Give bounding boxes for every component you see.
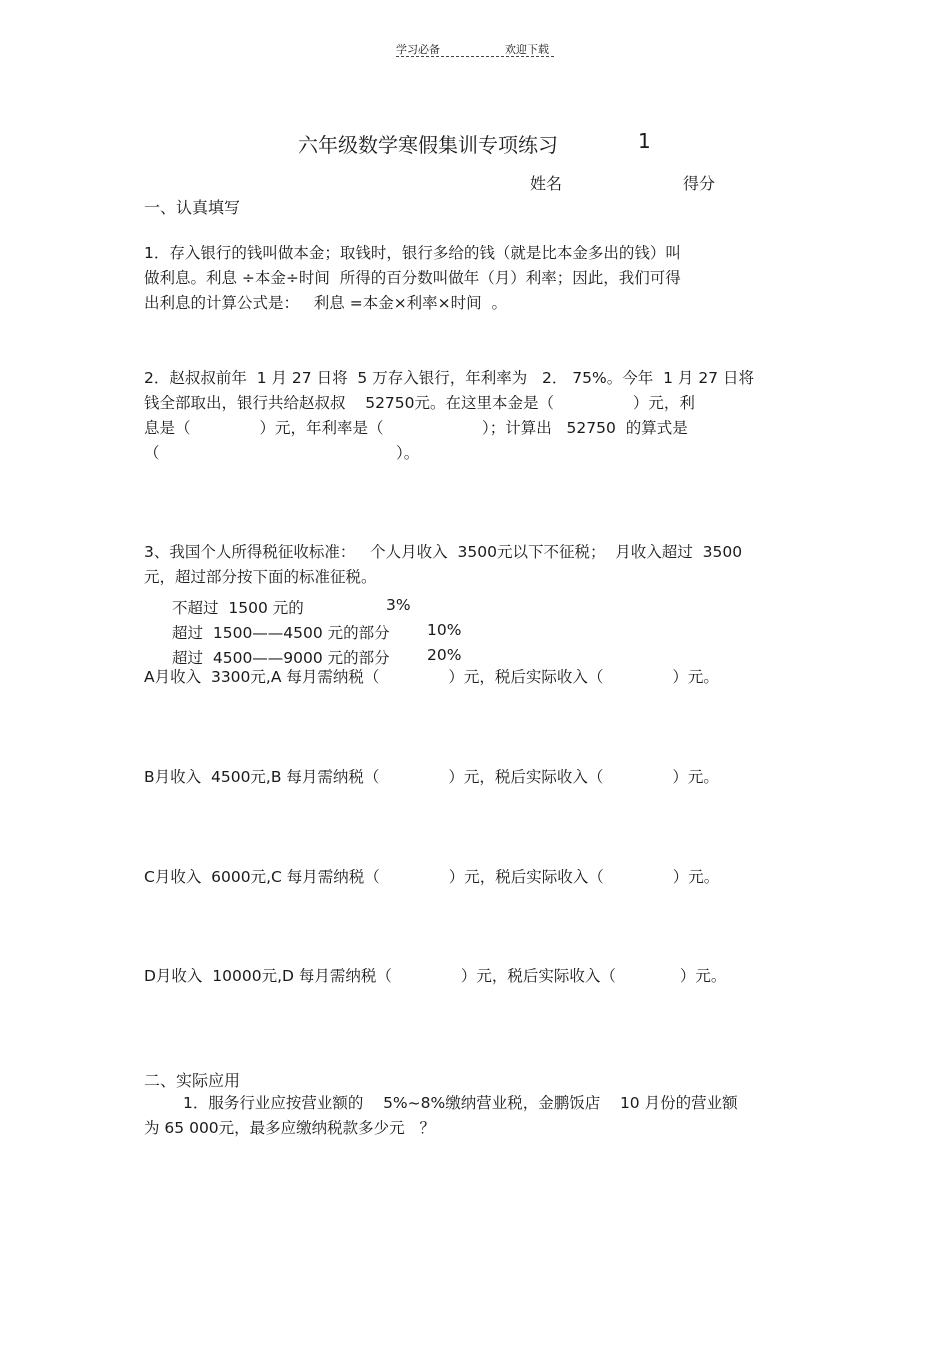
q2-line: 2．赵叔叔前年 1 月 27 日将 5 万存入银行，年利率为 2． 75%。今年 1 月 27 日将 — [144, 369, 754, 387]
name-label: 姓名 — [530, 174, 563, 193]
q1-line: 做利息。利息 ÷本金÷时间 所得的百分数叫做年（月）利率；因此，我们可得 — [144, 269, 681, 287]
header-right: 欢迎下载 — [505, 43, 549, 56]
tax-tier-rate: 20% — [427, 646, 462, 664]
q2-line: 息是（ ）元，年利率是（ ）；计算出 52750 的算式是 — [144, 419, 688, 437]
q1-line: 出利息的计算公式是： 利息 =本金×利率×时间 。 — [144, 294, 508, 312]
tax-tier-range: 超过 1500——4500 元的部分 — [172, 624, 390, 642]
page-title: 六年级数学寒假集训专项练习 — [298, 133, 558, 157]
q3-item-b: B月收入 4500元,B 每月需纳税（ ）元，税后实际收入（ ）元。 — [144, 768, 719, 786]
q2-line: 钱全部取出，银行共给赵叔叔 52750元。在这里本金是（ ）元，利 — [144, 394, 695, 412]
s2-q1-line: 1．服务行业应按营业额的 5%~8%缴纳营业税，金鹏饭店 10 月份的营业额 — [183, 1094, 738, 1112]
q3-item-d: D月收入 10000元,D 每月需纳税（ ）元，税后实际收入（ ）元。 — [144, 967, 727, 985]
tax-tier-range: 超过 4500——9000 元的部分 — [172, 649, 390, 667]
q3-item-a: A月收入 3300元,A 每月需纳税（ ）元，税后实际收入（ ）元。 — [144, 668, 719, 686]
s2-q1-line: 为 65 000元，最多应缴纳税款多少元 ？ — [144, 1119, 435, 1137]
q3-item-c: C月收入 6000元,C 每月需纳税（ ）元，税后实际收入（ ）元。 — [144, 868, 720, 886]
q3-intro-line: 元，超过部分按下面的标准征税。 — [144, 568, 377, 586]
header-divider — [396, 56, 554, 57]
header-left: 学习必备 — [396, 43, 440, 56]
tax-tier-rate: 10% — [427, 621, 462, 639]
section1-heading: 一、认真填写 — [144, 198, 241, 217]
tax-tier-rate: 3% — [386, 596, 411, 614]
section2-heading: 二、实际应用 — [144, 1071, 241, 1090]
tax-tier-range: 不超过 1500 元的 — [172, 599, 304, 617]
q2-line: （ ）。 — [144, 444, 420, 462]
page-title-number: 1 — [638, 129, 651, 153]
score-label: 得分 — [683, 174, 716, 193]
q3-intro-line: 3、我国个人所得税征收标准： 个人月收入 3500元以下不征税； 月收入超过 3500 — [144, 543, 743, 561]
q1-line: 1．存入银行的钱叫做本金；取钱时，银行多给的钱（就是比本金多出的钱）叫 — [144, 244, 681, 262]
